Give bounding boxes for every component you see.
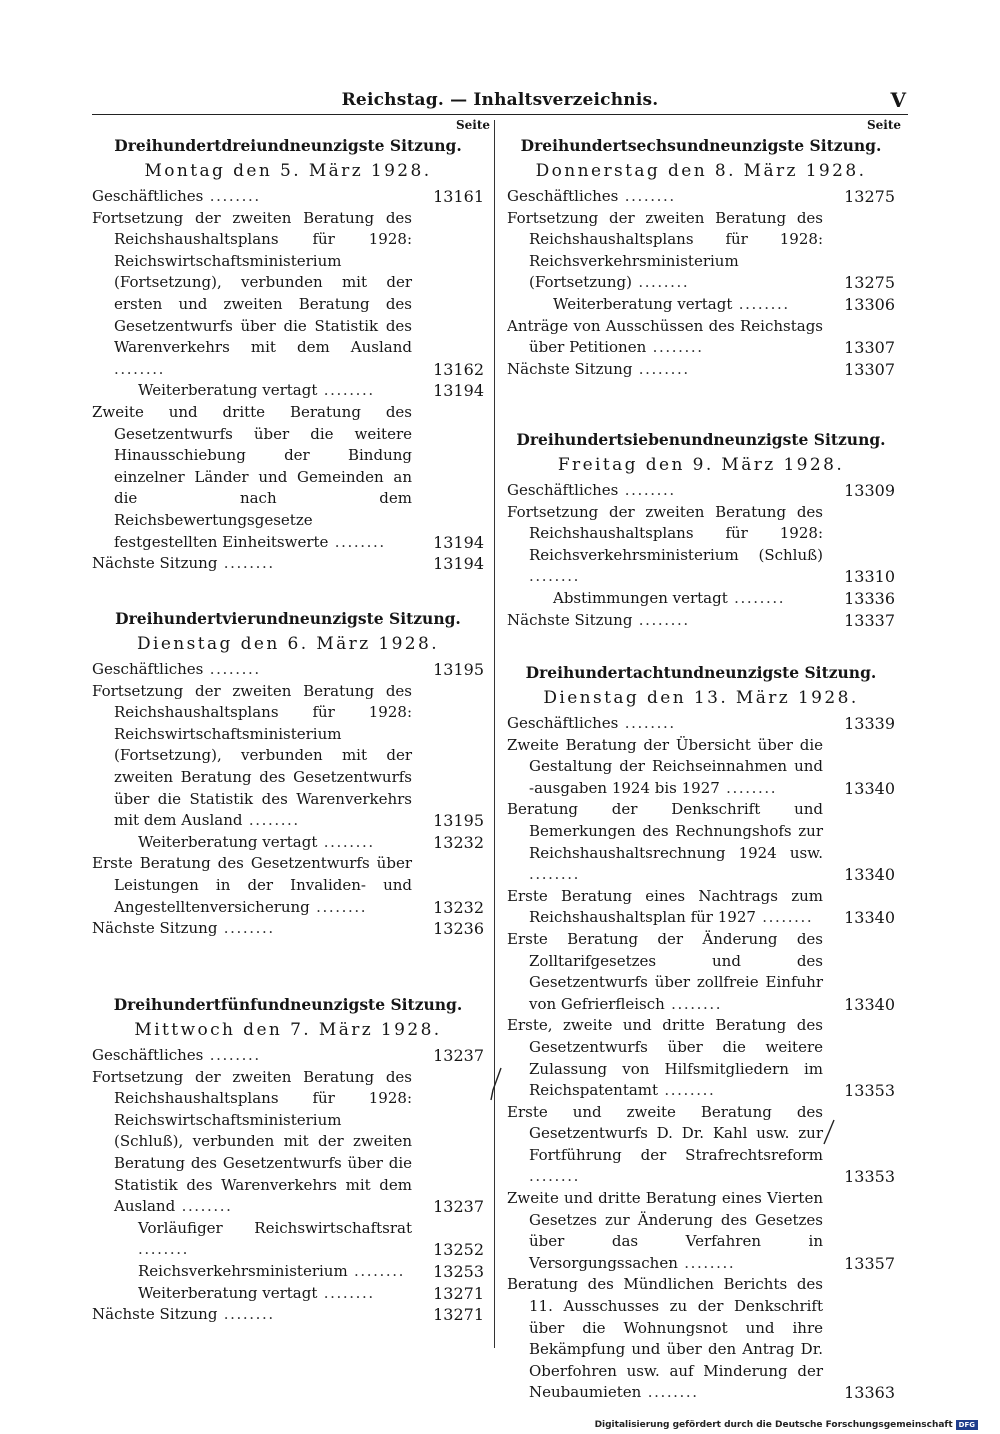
entry-text: Erste Beratung eines Nachtrags zum Reichshaushaltsplan für 1927 [507, 886, 823, 927]
toc-entry [92, 1045, 484, 1067]
entry-text: Geschäftliches [507, 481, 619, 499]
dot-leader: ........ [658, 1081, 716, 1100]
dot-leader: ........ [529, 865, 580, 884]
dot-leader: ........ [217, 1305, 275, 1324]
entry-text: Beratung der Denkschrift und Bemerkungen des Rechnungshofs zur Reichshaushaltsrechnung 1924 usw. [507, 800, 823, 862]
entry-text: Erste Beratung des Gesetzentwurfs über Leistungen in der Invaliden- und Angestelltenversicherung [92, 854, 412, 916]
entry-page-number: 13307 [844, 359, 895, 379]
entry-page-number: 13340 [844, 908, 895, 928]
dot-leader: ........ [217, 554, 275, 573]
entry-page-number: 13194 [433, 381, 484, 401]
toc-entry [507, 886, 895, 929]
entry-text: Erste und zweite Beratung des Gesetzentwurfs D. Dr. Kahl usw. zur Fortführung der Strafrechtsreform [507, 1102, 823, 1164]
toc-entry [507, 1274, 895, 1404]
dot-leader: ........ [618, 714, 676, 732]
toc-entry [507, 610, 895, 632]
toc-entry [507, 294, 895, 316]
session-396 [507, 136, 895, 380]
dot-leader: ........ [203, 660, 261, 678]
dfg-logo: DFG [956, 1420, 978, 1430]
toc-entry [507, 713, 895, 735]
footer-text: Digitalisierung gefördert durch die Deutsche Forschungsgemeinschaft [594, 1420, 953, 1430]
entry-text: Zweite und dritte Beratung des Gesetzentwurfs über die weitere Hinausschiebung der Bindung einzelner Länder und Gemeinden an die nach dem Reichsbewertungsgesetze festgestellten Einheitswerte [92, 402, 412, 551]
dot-leader: ........ [646, 338, 704, 357]
session-date: Dienstag den 6. März 1928. [136, 634, 440, 654]
entry-text: Weiterberatung vertagt [138, 381, 318, 400]
dot-leader: ........ [677, 1253, 736, 1272]
entry-text: Reichsverkehrsministerium [138, 1261, 348, 1280]
entry-text: Fortsetzung der zweiten Beratung des Reichshaushaltsplans für 1928: Reichswirtschaftsministerium (Schluß), verbunden mit der zweiten Beratung des Gesetzentwurfs über die Statistik des Warenverkehrs mit dem Ausland [92, 1067, 412, 1216]
toc-entry [507, 480, 895, 502]
toc-entry [92, 1283, 484, 1305]
toc-entry [92, 402, 484, 553]
entry-page-number: 13253 [433, 1261, 484, 1281]
toc-entry [92, 918, 484, 940]
session-398 [507, 663, 895, 1404]
dot-leader: ........ [317, 381, 375, 400]
dot-leader: ........ [618, 481, 676, 499]
session-date: Freitag den 9. März 1928. [557, 455, 845, 475]
entry-text: Weiterberatung vertagt [553, 294, 733, 313]
entry-page-number: 13340 [844, 994, 895, 1014]
toc-entry [507, 1188, 895, 1274]
entry-page-number: 13307 [844, 338, 895, 358]
dot-leader: ........ [317, 832, 375, 851]
toc-entry [92, 553, 484, 575]
entry-text: Zweite Beratung der Übersicht über die Gestaltung der Reichseinnahmen und -ausgaben 1924 bis 1927 [507, 735, 823, 797]
entry-page-number: 13310 [844, 567, 895, 587]
toc-entry [507, 929, 895, 1015]
entry-text: Erste, zweite und dritte Beratung des Gesetzentwurfs über die weitere Zulassung von Hilfsmitgliedern im Reichspatentamt [507, 1016, 823, 1100]
dot-leader: ........ [529, 1167, 580, 1186]
column-divider [494, 120, 495, 1348]
session-title: Dreihundertdreiundneunzigste Sitzung. [114, 136, 462, 155]
entry-page-number: 13353 [844, 1081, 895, 1101]
entry-page-number: 13309 [844, 481, 895, 500]
dot-leader: ........ [114, 359, 165, 378]
session-title: Dreihundertsiebenundneunzigste Sitzung. [516, 430, 886, 449]
toc-entry [92, 832, 484, 854]
dot-leader: ........ [242, 811, 300, 830]
toc-entry [92, 1218, 484, 1261]
toc-entry [92, 1261, 484, 1283]
session-date: Mittwoch den 7. März 1928. [134, 1020, 442, 1040]
dot-leader: ........ [632, 359, 690, 378]
entry-page-number: 13337 [844, 610, 895, 630]
page-number: V [890, 88, 906, 112]
entry-text: Abstimmungen vertagt [553, 588, 728, 607]
entry-text: Weiterberatung vertagt [138, 1283, 318, 1302]
dot-leader: ........ [727, 588, 786, 607]
seite-label: Seite [455, 118, 490, 132]
toc-entry [507, 1015, 895, 1101]
dot-leader: ........ [719, 778, 778, 797]
entry-page-number: 13339 [844, 714, 895, 733]
toc-entry [507, 799, 895, 885]
toc-entry [92, 1304, 484, 1326]
session-title: Dreihundertsechsundneunzigste Sitzung. [520, 136, 882, 155]
dot-leader: ........ [175, 1197, 233, 1216]
toc-entry [507, 735, 895, 800]
entry-text: Geschäftliches [507, 187, 619, 205]
entry-text: Zweite und dritte Beratung eines Vierten Gesetzes zur Änderung des Gesetzes über das Verfahren in Versorgungssachen [507, 1189, 823, 1272]
session-date: Montag den 5. März 1928. [144, 161, 432, 181]
session-title: Dreihundertachtundneunzigste Sitzung. [525, 663, 877, 682]
dot-leader: ........ [203, 1046, 261, 1064]
dot-leader: ........ [309, 897, 368, 916]
entry-page-number: 13237 [433, 1046, 484, 1065]
pen-mark-left [489, 1066, 503, 1102]
entry-page-number: 13275 [844, 187, 895, 206]
entry-page-number: 13194 [433, 554, 484, 574]
entry-page-number: 13236 [433, 919, 484, 939]
entry-text: Geschäftliches [507, 714, 619, 732]
entry-page-number: 13340 [844, 865, 895, 885]
entry-page-number: 13195 [433, 811, 484, 831]
entry-page-number: 13161 [433, 187, 484, 206]
dot-leader: ........ [203, 187, 261, 205]
session-397 [507, 430, 895, 631]
toc-entry [507, 359, 895, 381]
entry-page-number: 13340 [844, 778, 895, 798]
toc-entry [92, 1067, 484, 1218]
entry-text: Fortsetzung der zweiten Beratung des Reichshaushaltsplans für 1928: Reichsverkehrsministerium (Fortsetzung) [507, 208, 823, 292]
entry-page-number: 13271 [433, 1305, 484, 1325]
entry-text: Anträge von Ausschüssen des Reichstags über Petitionen [507, 316, 823, 357]
entry-page-number: 13306 [844, 294, 895, 314]
pen-mark-right [822, 1118, 836, 1146]
toc-entry [92, 186, 484, 208]
dot-leader: ........ [138, 1240, 189, 1259]
entry-page-number: 13336 [844, 588, 895, 608]
toc-entry [92, 380, 484, 402]
dot-leader: ........ [664, 994, 723, 1013]
entry-page-number: 13275 [844, 273, 895, 293]
entry-page-number: 13357 [844, 1253, 895, 1273]
session-date: Donnerstag den 8. März 1928. [535, 161, 867, 181]
entry-page-number: 13232 [433, 832, 484, 852]
entry-text: Erste Beratung der Änderung des Zolltarifgesetzes und des Gesetzentwurfs über zollfreie Einfuhr von Gefrierfleisch [507, 929, 823, 1013]
toc-entry [92, 853, 484, 918]
dot-leader: ........ [217, 919, 275, 938]
session-393 [92, 136, 484, 575]
entry-page-number: 13237 [433, 1197, 484, 1217]
entry-text: Fortsetzung der zweiten Beratung des Reichshaushaltsplans für 1928: Reichsverkehrsministerium (Schluß) [507, 502, 823, 564]
dot-leader: ........ [529, 567, 580, 586]
entry-text: Beratung des Mündlichen Berichts des 11. Ausschusses zu der Denkschrift über die Wohnungsnot und ihre Bekämpfung und über den Antrag Dr. Oberfohren usw. auf Minderung der Neubaumieten [507, 1275, 823, 1402]
session-date: Dienstag den 13. März 1928. [543, 688, 859, 708]
right-column [507, 118, 901, 1403]
session-394 [92, 609, 484, 940]
entry-text: Nächste Sitzung [507, 610, 633, 629]
entry-text: Nächste Sitzung [92, 554, 218, 573]
seite-label: Seite [866, 118, 901, 132]
entry-text: Weiterberatung vertagt [138, 832, 318, 851]
entry-text: Fortsetzung der zweiten Beratung des Reichshaushaltsplans für 1928: Reichswirtschaftsministerium (Fortsetzung), verbunden mit der zweiten Beratung des Gesetzentwurfs über die Statistik des Warenverkehrs mit dem Ausland [92, 681, 412, 830]
dot-leader: ........ [347, 1261, 406, 1280]
entry-text: Geschäftliches [92, 187, 204, 205]
toc-entry [507, 208, 895, 294]
toc-entry [507, 316, 895, 359]
entry-page-number: 13271 [433, 1283, 484, 1303]
dot-leader: ........ [632, 610, 690, 629]
session-title: Dreihundertfünfundneunzigste Sitzung. [113, 995, 463, 1014]
entry-text: Nächste Sitzung [507, 359, 633, 378]
entry-text: Nächste Sitzung [92, 919, 218, 938]
entry-text: Nächste Sitzung [92, 1305, 218, 1324]
toc-entry [507, 1102, 895, 1188]
page-header [92, 84, 908, 115]
entry-page-number: 13232 [433, 897, 484, 917]
session-title: Dreihundertvierundneunzigste Sitzung. [115, 609, 461, 628]
entry-page-number: 13162 [433, 359, 484, 379]
session-395 [92, 995, 484, 1326]
toc-entry [507, 186, 895, 208]
entry-page-number: 13252 [433, 1240, 484, 1260]
dot-leader: ........ [618, 187, 676, 205]
entry-text: Geschäftliches [92, 660, 204, 678]
dot-leader: ........ [328, 532, 386, 551]
toc-entry [507, 502, 895, 588]
footer-credit [595, 1420, 978, 1430]
dot-leader: ........ [317, 1283, 375, 1302]
left-column [92, 118, 490, 1325]
dot-leader: ........ [732, 294, 790, 313]
header-title: Reichstag. — Inhaltsverzeichnis. [341, 90, 659, 110]
dot-leader: ........ [641, 1383, 699, 1402]
toc-entry [92, 208, 484, 381]
entry-text: Geschäftliches [92, 1046, 204, 1064]
entry-page-number: 13194 [433, 532, 484, 552]
entry-text: Fortsetzung der zweiten Beratung des Reichshaushaltsplans für 1928: Reichswirtschaftsministerium (Fortsetzung), verbunden mit der ersten und zweiten Beratung des Gesetzentwurfs über die Statistik des Warenverkehrs mit dem Ausland [92, 208, 412, 357]
entry-text: Vorläufiger Reichswirtschaftsrat [138, 1218, 412, 1237]
toc-entry [92, 659, 484, 681]
entry-page-number: 13353 [844, 1167, 895, 1187]
entry-page-number: 13195 [433, 660, 484, 679]
toc-entry [92, 681, 484, 832]
toc-entry [507, 588, 895, 610]
dot-leader: ........ [631, 273, 690, 292]
dot-leader: ........ [755, 908, 814, 927]
entry-page-number: 13363 [844, 1383, 895, 1403]
